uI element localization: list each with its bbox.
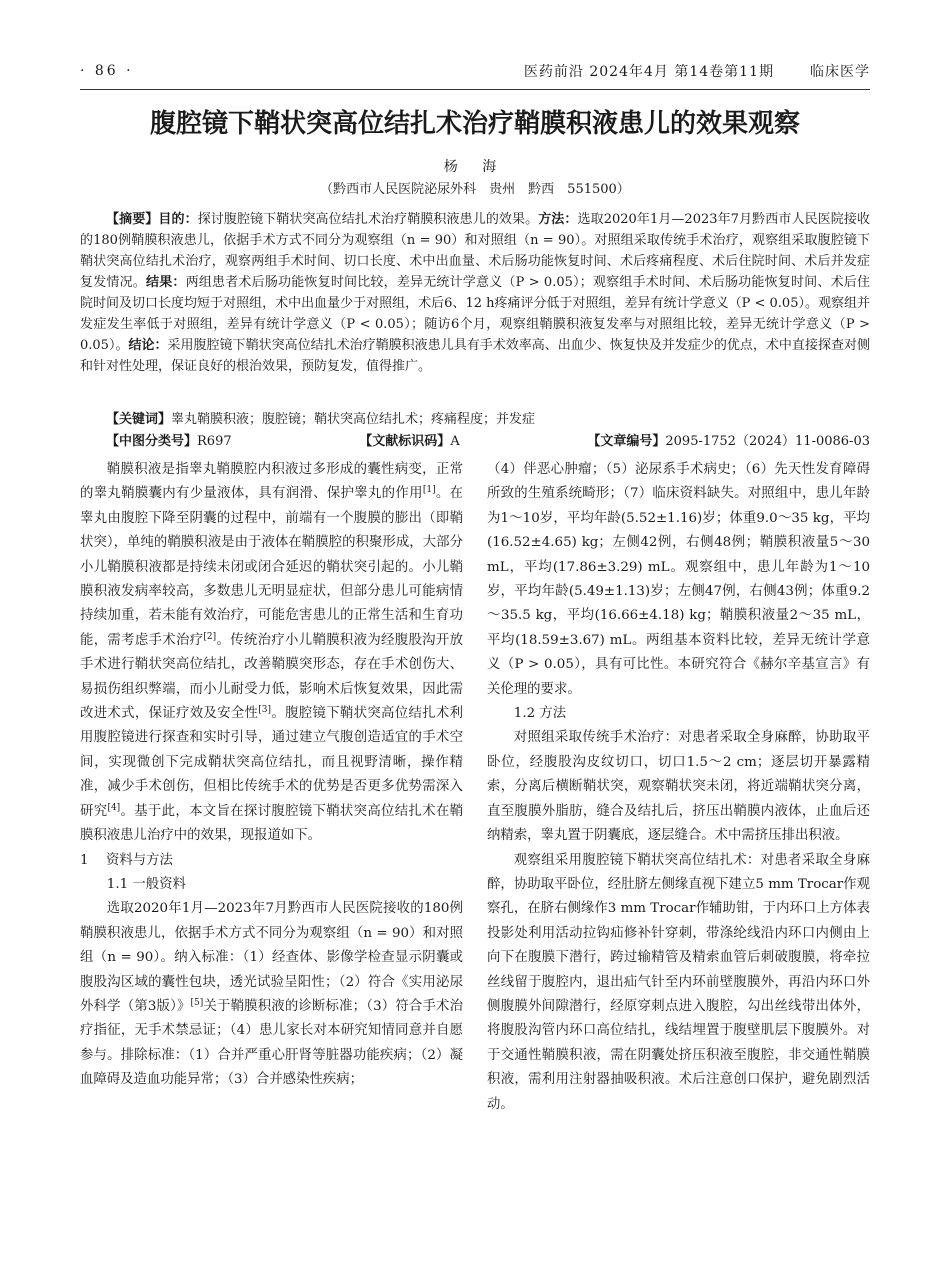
citation-2[interactable]: [2]	[203, 631, 217, 642]
methods-text: 选取2020年1月—2023年7月黔西市人民医院接收的180例鞘膜积液患儿，依据手术方式不同分为观察组（n = 90）和对照组（n = 90）。对照组采取传统手术治疗，观察组采取腹腔镜下鞘状突高位结扎术治疗，观察两组手术时间、切口长度、术中出血量、术后肠功能恢复时间、术后疼痛程度、术后住院时间、术后并发症复发情况。	[80, 212, 870, 290]
right-column	[487, 458, 870, 1117]
classification-line	[80, 431, 870, 452]
intro-text-4: 。腹腔镜下鞘状突高位结扎术利用腹腔镜进行探查和实时引导，通过建立气腹创造适宜的手术空间，实现微创下完成鞘状突高位结扎，而且视野清晰，操作精准，减少手术创伤，但相比传统手术的优势是否更多优势需深入研究	[80, 706, 464, 819]
intro-text-5: 。基于此，本文旨在探讨腹腔镜下鞘状突高位结扎术在鞘膜积液患儿治疗中的效果，现报道如下。	[80, 803, 464, 844]
method-control-paragraph: 对照组采取传统手术治疗：对患者采取全身麻醉，协助取平卧位，经腹股沟皮纹切口，切口1.5～2 cm；逐层切开暴露精索，分离后横断鞘状突，观察鞘状突未闭，将近端鞘状突分离，直至腹膜外脂肪，缝合及结扎后，挤压出鞘膜内液体，止血后还纳精索，睾丸置于阴囊底，逐层缝合。术中需挤压排出积液。	[487, 730, 870, 844]
article-number	[587, 431, 870, 452]
intro-text-2: 。在睾丸由腹腔下降至阴囊的过程中，前端有一个腹膜的膨出（即鞘状突），单纯的鞘膜积液是由于液体在鞘膜腔的积聚形成，大部分小儿鞘膜积液都是持续未闭或闭合延迟的鞘状突引起的。小儿鞘膜积液发病率较高，多数患儿无明显症状，但部分患儿可能病情持续加重，若未能有效治疗，可能危害患儿的正常生活和生育功能，需考虑手术治疗	[80, 486, 464, 648]
running-header	[80, 60, 870, 82]
objective-text: 探讨腹腔镜下鞘状突高位结扎术治疗鞘膜积液患儿的效果。	[197, 212, 539, 227]
clc-value: R697	[197, 434, 232, 449]
journal-section: 临床医学	[810, 64, 870, 80]
left-column	[80, 458, 463, 1093]
clc-code	[106, 431, 232, 452]
intro-paragraph	[80, 458, 463, 849]
subsection-heading-1-1: 1.1 一般资料	[106, 876, 186, 892]
page-number: · 86 ·	[80, 63, 134, 79]
citation-5[interactable]: [5]	[190, 997, 204, 1008]
citation-1[interactable]: [1]	[422, 485, 436, 496]
objective-label: 目的：	[158, 212, 198, 227]
header-rule	[80, 89, 870, 90]
conclusion-text: 采用腹腔镜下鞘状突高位结扎术治疗鞘膜积液患儿具有手术效率高、出血少、恢复快及并发症少的优点，术中直接探查对侧和针对性处理，保证良好的根治效果，预防复发，值得推广。	[80, 338, 870, 374]
section-heading	[80, 849, 463, 873]
intro-text-3: 。传统治疗小儿鞘膜积液为经腹股沟开放手术进行鞘状突高位结扎，改善鞘膜突形态，存在手术创伤大、易损伤组织弊端，而小儿耐受力低，影响术后恢复效果，因此需改进术式，保证疗效及安全性	[80, 632, 464, 722]
general-text-a: 选取2020年1月—2023年7月黔西市人民医院接收的180例鞘膜积液患儿，依据手术方式不同分为观察组（n = 90）和对照组（n = 90）。纳入标准：（1）经查体、影像学检查显示阴囊或腹股沟区域的囊性包块，透光试验呈阳性；（2）符合《实用泌尿外科学（第3版）》	[80, 901, 463, 1014]
results-label: 结果：	[146, 275, 186, 290]
abstract-label: 【摘要】	[106, 212, 159, 227]
doc-value: A	[450, 434, 460, 449]
section-title: 资料与方法	[106, 852, 173, 868]
journal-info: 医药前沿 2024年4月 第14卷第11期	[523, 64, 774, 80]
methods-label: 方法：	[538, 212, 578, 227]
affiliation: （黔西市人民医院泌尿外科 贵州 黔西 551500）	[320, 182, 630, 197]
citation-3[interactable]: [3]	[258, 705, 272, 716]
keywords-label: 【关键词】	[106, 412, 172, 427]
clc-label: 【中图分类号】	[106, 434, 198, 449]
article-value: 2095-1752（2024）11-0086-03	[665, 434, 870, 449]
method-observation-paragraph: 观察组采用腹腔镜下鞘状突高位结扎术：对患者采取全身麻醉，协助取平卧位，经肚脐左侧缘直视下建立5 mm Trocar作观察孔，在脐右侧缘作3 mm Trocar作辅助钳，于内环口上方体表投影处利用活动拉钩疝修补针穿刺，带涤纶线沿内环口内侧由上向下在腹膜下潜行，跨过输精管及精索血管后刺破腹膜，将牵拉丝线留于腹腔内，退出疝气针至内环前壁腹膜外，再沿内环口外侧腹膜外间隙潜行，经原穿刺点进入腹腔，勾出丝线带出体外，将腹股沟管内环口高位结扎，线结埋置于腹壁肌层下腹膜外。对于交通性鞘膜积液，需在阴囊处挤压积液至腹腔，非交通性鞘膜积液，需利用注射器抽吸积液。术后注意创口保护，避免剧烈活动。	[487, 852, 870, 1112]
article-title: 腹腔镜下鞘状突高位结扎术治疗鞘膜积液患儿的效果观察	[149, 109, 800, 139]
abstract	[80, 209, 870, 377]
general-info-continued: （4）伴恶心肿瘤；（5）泌尿系手术病史；（6）先天性发育障碍所致的生殖系统畸形；（7）临床资料缺失。对照组中，患儿年龄为1～10岁，平均年龄(5.52±1.16)岁；体重9.0～35 kg，平均(16.52±4.65) kg；左侧42例，右侧48例；鞘膜积液量5～30 mL，平均(17.86±3.29) mL。观察组中，患儿年龄为1～10岁，平均年龄(5.49±1.13)岁；左侧47例，右侧43例；体重9.2～35.5 kg，平均(16.66±4.18) kg；鞘膜积液量2～35 mL，平均(18.59±3.67) mL。两组基本资料比较，差异无统计学意义（P > 0.05），具有可比性。本研究符合《赫尔辛基宣言》有关伦理的要求。	[487, 462, 870, 697]
citation-4[interactable]: [4]	[107, 802, 121, 813]
author: 杨 海	[443, 159, 507, 175]
conclusion-label: 结论：	[128, 338, 168, 353]
keywords-text: 睾丸鞘膜积液；腹腔镜；鞘状突高位结扎术；疼痛程度；并发症	[171, 412, 536, 427]
general-info-paragraph	[80, 897, 463, 1092]
intro-text-1: 鞘膜积液是指睾丸鞘膜腔内积液过多形成的囊性病变，正常的睾丸鞘膜囊内有少量液体，具有润滑、保护睾丸的作用	[80, 462, 463, 502]
header-right	[524, 61, 870, 81]
keywords	[80, 409, 870, 430]
article-label: 【文章编号】	[587, 434, 666, 449]
results-text: 两组患者术后肠功能恢复时间比较，差异无统计学意义（P > 0.05）；观察组手术时间、术后肠功能恢复时间、术后住院时间及切口长度均短于对照组，术中出血量少于对照组，术后6、12 h疼痛评分低于对照组，差异有统计学意义（P < 0.05）。观察组并发症发生率低于对照组，差异有统计学意义（P < 0.05）；随访6个月，观察组鞘膜积液复发率与对照组比较，差异无统计学意义（P > 0.05）。	[80, 275, 870, 353]
section-number: 1	[80, 852, 89, 868]
general-text-b: 关于鞘膜积液的诊断标准；（3）符合手术治疗指征，无手术禁忌证；（4）患儿家长对本研究知情同意并自愿参与。排除标准：（1）合并严重心肝肾等脏器功能疾病；（2）凝血障碍及造血功能异常；（3）合并感染性疾病；	[80, 998, 463, 1088]
doc-code	[359, 431, 459, 452]
subsection-heading-1-2: 1.2 方法	[513, 706, 567, 722]
doc-label: 【文献标识码】	[359, 434, 451, 449]
